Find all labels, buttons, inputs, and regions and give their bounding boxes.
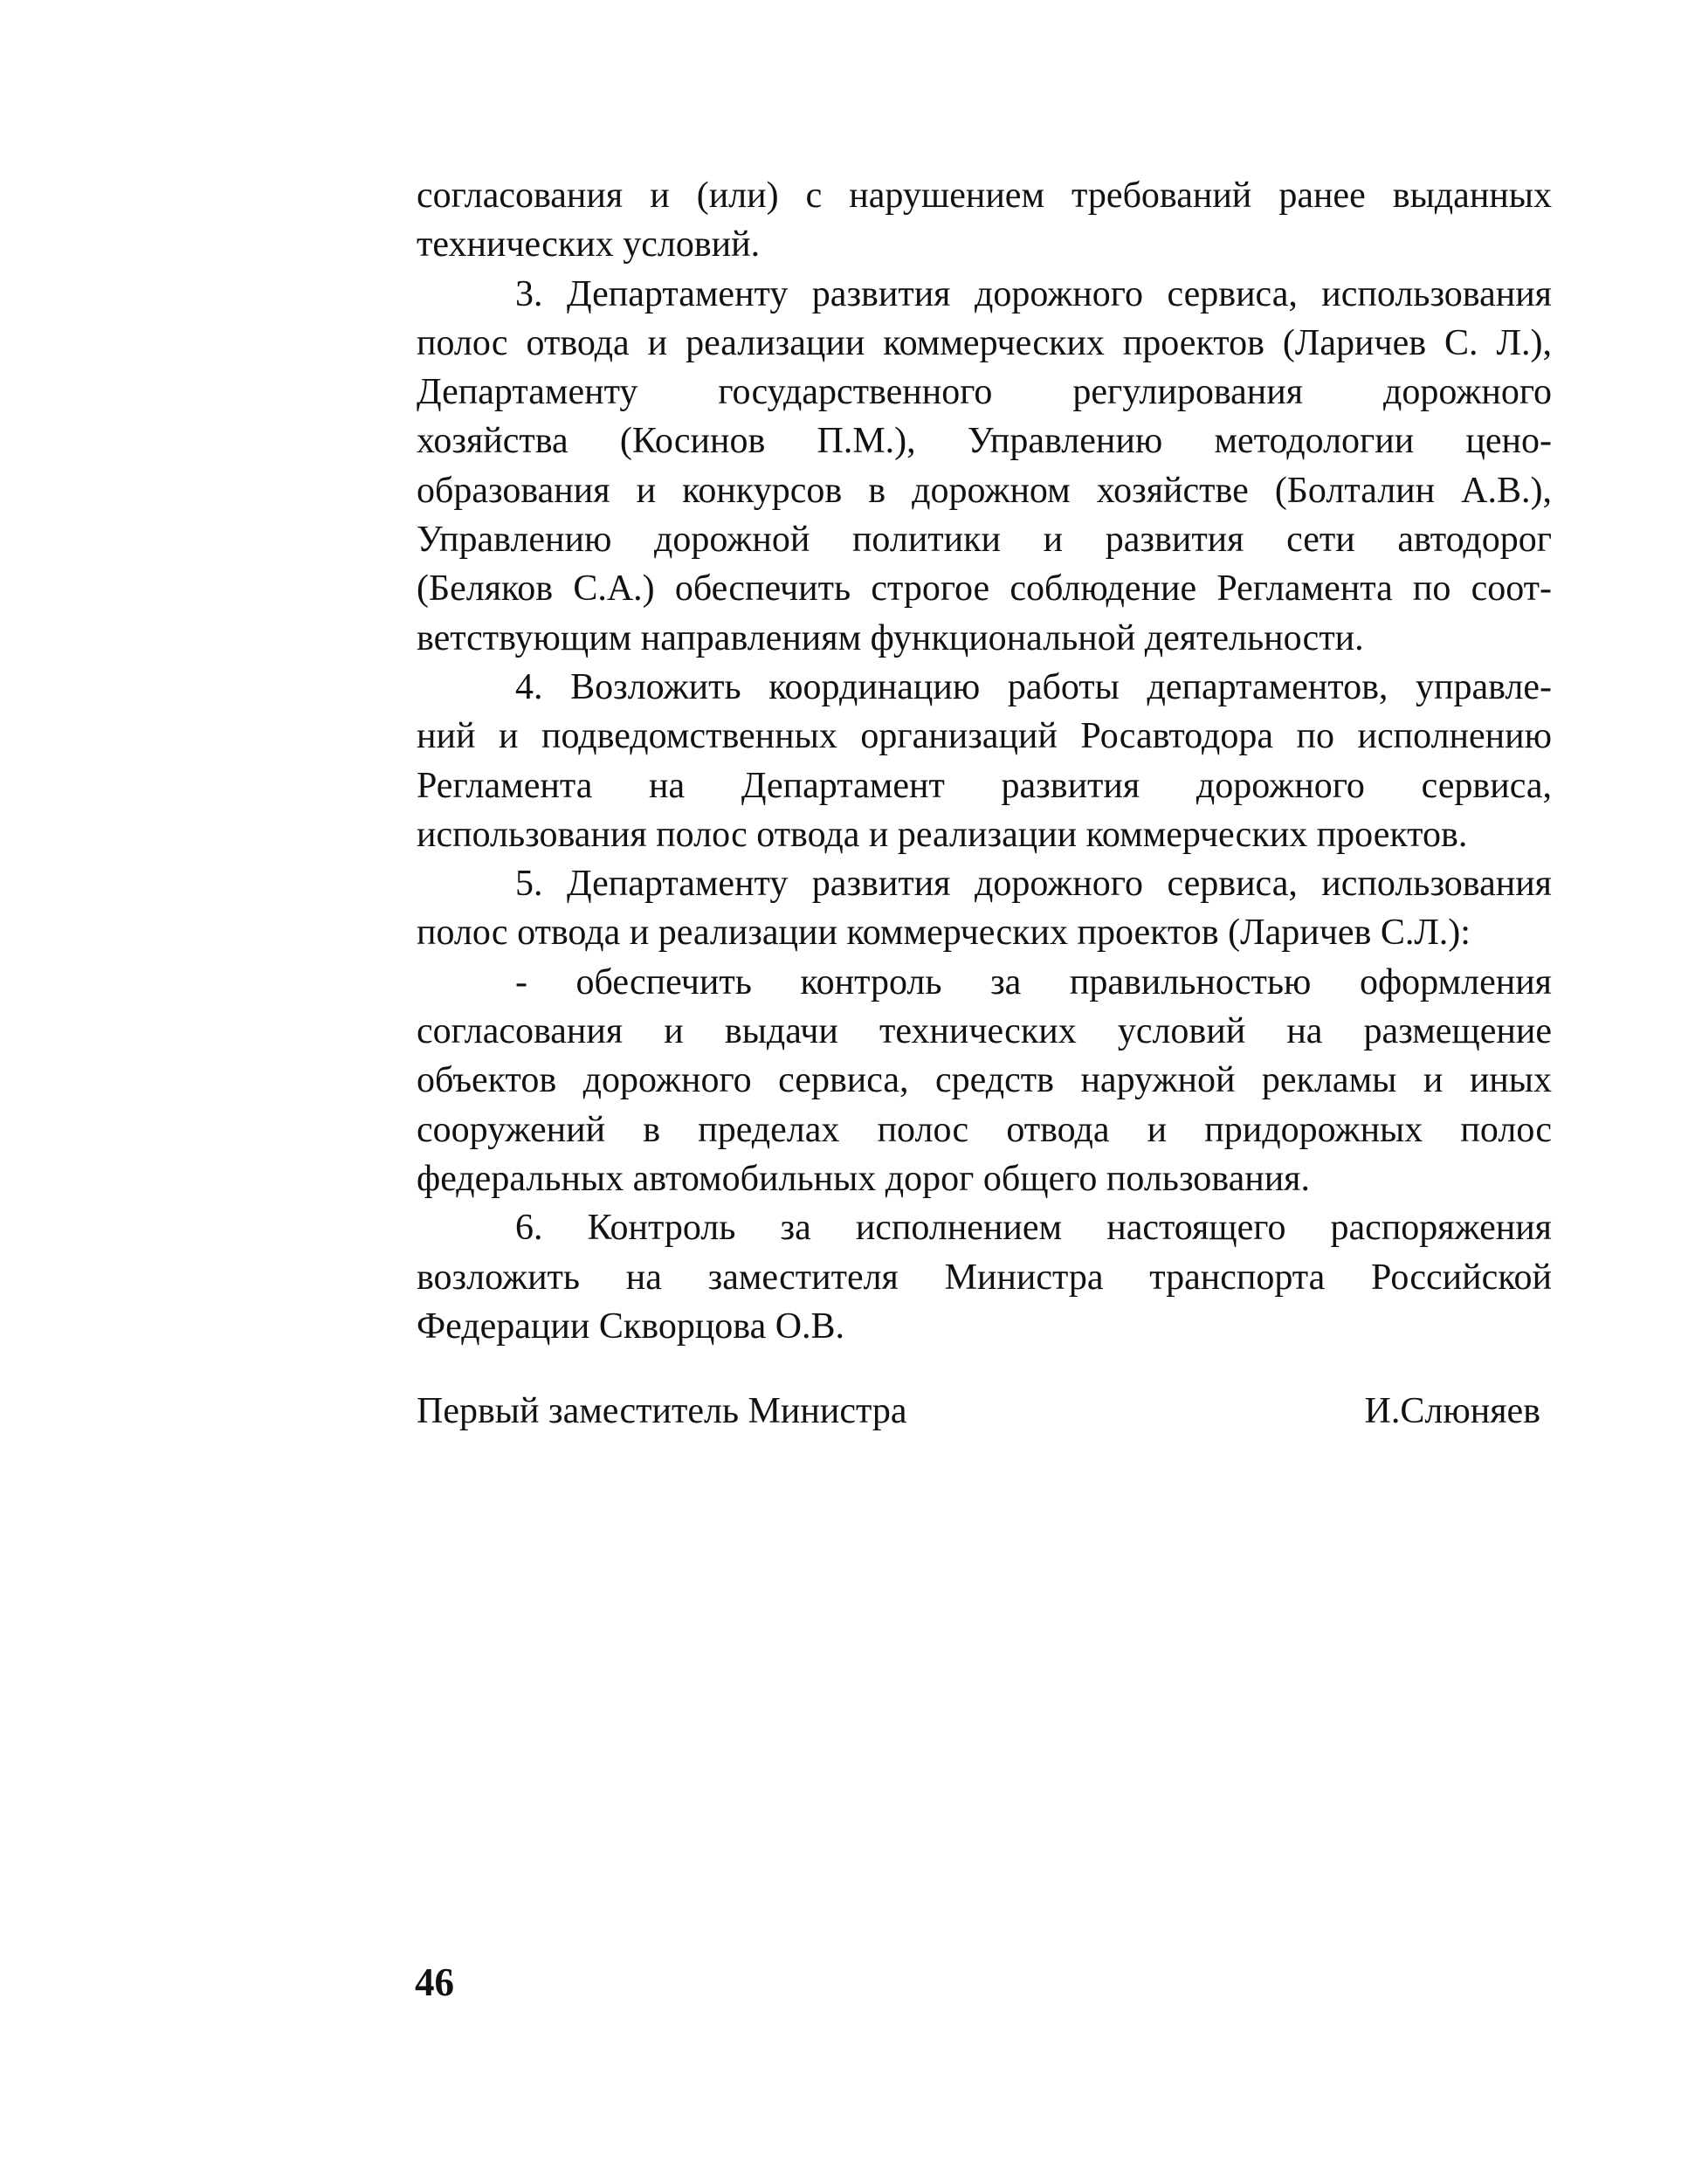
- text-line: возложить на заместителя Министра транспорта Российской: [417, 1257, 1552, 1298]
- text-line: образования и конкурсов в дорожном хозяйстве (Болталин А.В.),: [417, 470, 1552, 511]
- text-line: объектов дорожного сервиса, средств наружной рекламы и иных: [417, 1060, 1552, 1101]
- signature-block: [417, 1387, 1552, 1436]
- text-line: ний и подведомственных организаций Росавтодора по исполнению: [417, 716, 1552, 757]
- text-line: Управлению дорожной политики и развития сети автодорог: [417, 520, 1552, 561]
- body-text: [417, 171, 1552, 1351]
- text-line: сооружений в пределах полос отвода и придорожных полос: [417, 1109, 1552, 1150]
- text-line: Регламента на Департамент развития дорожного сервиса,: [417, 765, 1552, 806]
- text-line: технических условий.: [417, 224, 761, 265]
- text-line: использования полос отвода и реализации коммерческих проектов.: [417, 814, 1468, 855]
- text-line: согласования и (или) с нарушением требований ранее выданных: [417, 176, 1552, 216]
- text-line: федеральных автомобильных дорог общего пользования.: [417, 1158, 1310, 1199]
- text-line: согласования и выдачи технических условий на размещение: [417, 1011, 1552, 1052]
- text-line: полос отвода и реализации коммерческих проектов (Ларичев С.Л.):: [417, 913, 1471, 954]
- text-line: ветствующим направлениям функциональной деятельности.: [417, 617, 1364, 658]
- signatory-position: Первый заместитель Министра: [417, 1391, 907, 1431]
- text-line: 5. Департаменту развития дорожного сервиса, использования: [515, 864, 1552, 905]
- text-line: Департаменту государственного регулирования дорожного: [417, 372, 1552, 413]
- text-line: 4. Возложить координацию работы департаментов, управле-: [515, 666, 1552, 707]
- text-line: хозяйства (Косинов П.М.), Управлению методологии цено-: [417, 421, 1552, 462]
- text-line: Федерации Скворцова О.В.: [417, 1306, 845, 1347]
- text-line: 6. Контроль за исполнением настоящего распоряжения: [515, 1208, 1552, 1249]
- text-line: (Беляков С.А.) обеспечить строгое соблюдение Регламента по соот-: [417, 568, 1552, 610]
- text-line: 3. Департаменту развития дорожного сервиса, использования: [515, 273, 1552, 314]
- signatory-name: И.Слюняев: [1364, 1391, 1540, 1431]
- page-number: 46: [415, 1960, 454, 2004]
- text-line: - обеспечить контроль за правильностью оформления: [515, 961, 1552, 1002]
- text-line: полос отвода и реализации коммерческих проектов (Ларичев С. Л.),: [417, 322, 1552, 363]
